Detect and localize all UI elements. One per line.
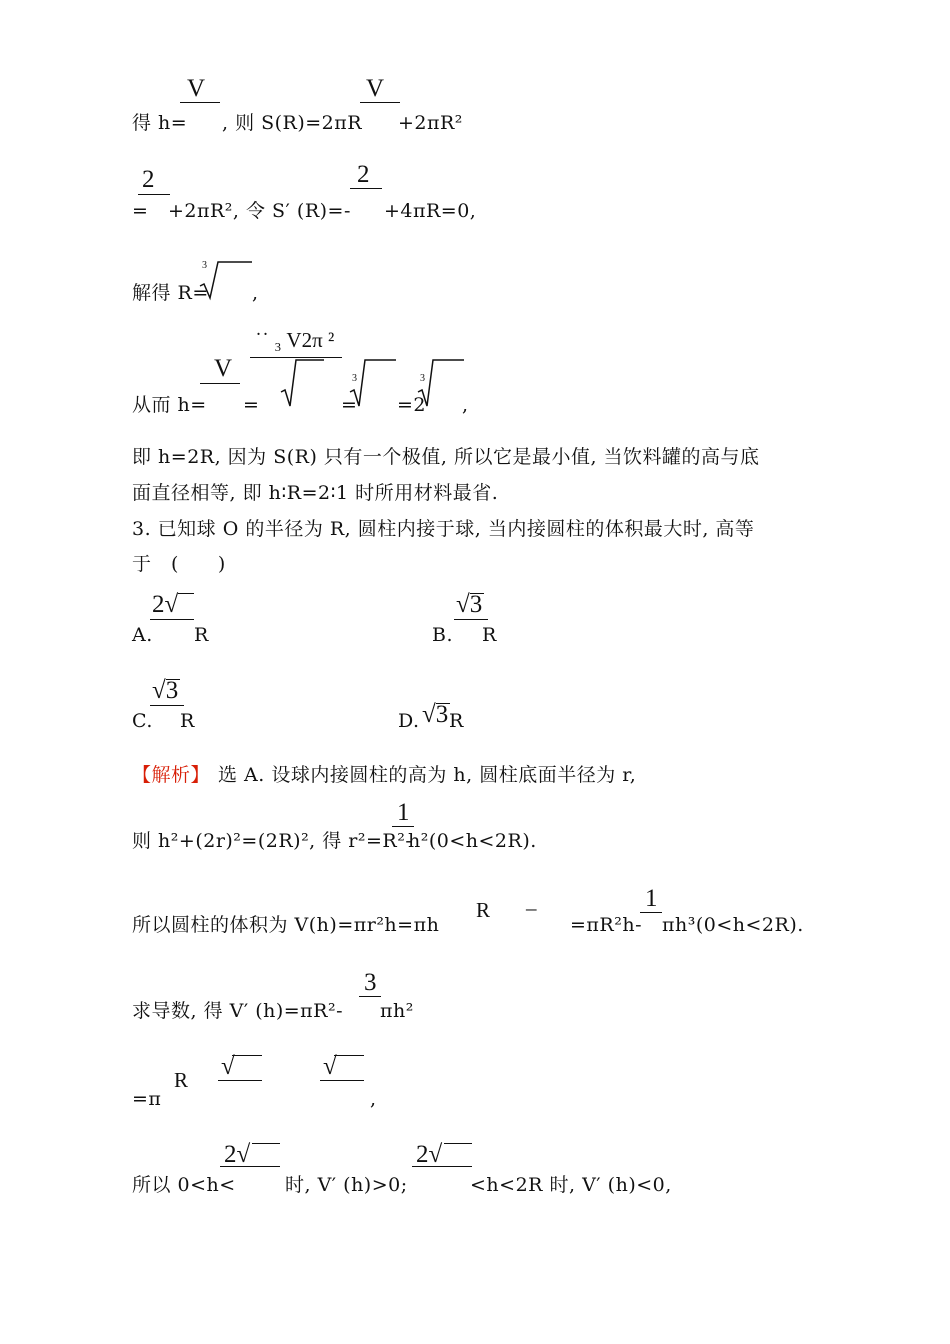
option-a-frac-bar [150,619,194,620]
option-b-radical-bar [470,593,484,594]
analysis-line-3-b: =πR²h- [570,914,642,936]
line-3-text-b: , [252,282,259,304]
analysis-line-2-b: h²(0<h<2R). [408,830,537,852]
line-4-text-c: = [341,394,358,416]
line-3-text: 解得 R= [132,282,209,304]
frac-bar-11 [320,1080,364,1081]
analysis-line-3: 所以圆柱的体积为 V(h)=πr²h=πh [132,914,440,936]
frac-bar-12 [220,1166,280,1167]
analysis-line-2: 则 h²+(2r)²=(2R)², 得 r²=R²- [132,830,413,852]
factor-R: R [174,1068,189,1092]
option-d-label[interactable]: D. [398,710,420,732]
line-1-text: 得 h= [132,112,188,134]
analysis-line-5-b: , [370,1088,377,1110]
analysis-line-4: 求导数, 得 V′ (h)=πR²- [132,1000,344,1022]
line-4-text: 从而 h= [132,394,207,416]
option-c-label[interactable]: C. [132,710,153,732]
broken-numerator: ˙˙ ₃ V2π ² [255,328,335,352]
root-index-3: 3 [420,373,425,384]
line-4-text-e: , [462,394,469,416]
option-a-numerator: 2√ [152,591,179,618]
frac-V-num-1: V [187,75,206,102]
frac-bar-7 [392,826,414,827]
line-2-text: = [132,200,149,222]
option-a-label[interactable]: A. [132,624,153,646]
line-1-text-c: +2πR² [398,112,463,134]
analysis-line-6: 所以 0<h< [132,1174,236,1196]
option-d-value: √3 [422,701,449,728]
sqrt-bar-2 [232,1055,262,1056]
analysis-line-4-b: πh² [380,1000,414,1022]
frac-1-num-1: 1 [397,799,410,826]
sqrt-sign-2: √ [221,1053,235,1080]
bracket-minus: – [526,896,537,920]
line-5-text: 即 h=2R, 因为 S(R) 只有一个极值, 所以它是最小值, 当饮料罐的高与底 [132,446,760,468]
analysis-line-3-c: πh³(0<h<2R). [662,914,804,936]
frac-bar-3 [138,194,170,195]
line-4-text-d: =2 [397,394,427,416]
frac-2sqrt-num-1: 2√ [224,1141,251,1168]
line-2-text-c: +4πR=0, [384,200,477,222]
line-1-text-b: , 则 S(R)=2πR [222,112,363,134]
sqrt-bar-5 [444,1143,472,1144]
analysis-line-1: 选 A. 设球内接圆柱的高为 h, 圆柱底面半径为 r, [218,764,637,786]
option-d-radical-bar [436,703,450,704]
option-b-denominator: R [482,624,497,646]
frac-bar-10 [218,1080,262,1081]
option-c-frac-bar [150,705,184,706]
frac-bar-4 [350,188,382,189]
analysis-line-6-b: 时, V′ (h)>0; [285,1174,408,1196]
analysis-line-5: =π [132,1088,162,1110]
frac-bar-1 [180,102,220,103]
option-b-label[interactable]: B. [432,624,454,646]
sqrt-sign-1 [280,358,326,408]
frac-bar-2 [360,102,400,103]
option-c-radical-bar [166,679,180,680]
line-4-text-b: = [243,394,260,416]
frac-2-num-2: 2 [357,161,370,188]
bracket-R: R [476,898,491,922]
option-d-suffix: R [449,710,464,732]
frac-2-num-1: 2 [142,166,155,193]
frac-1-num-2: 1 [645,885,658,912]
option-c-denominator: R [180,710,195,732]
option-a-denominator: R [194,624,209,646]
line-6-text: 面直径相等, 即 h∶R=2∶1 时所用材料最省. [132,482,499,504]
root-index-1: 3 [202,260,207,271]
analysis-tag: 【解析】 [132,764,211,786]
line-2-text-b: +2πR², 令 S′ (R)=- [168,200,351,222]
frac-bar-6 [200,383,240,384]
frac-V-num-3: V [214,355,233,382]
frac-bar-8 [640,912,662,913]
question-3-line-2: 于 ( ) [132,553,226,575]
frac-V-num-2: V [366,75,385,102]
frac-bar-13 [412,1166,472,1167]
frac-bar-9 [359,996,381,997]
option-a-radical-bar [178,593,194,594]
sqrt-bar-4 [252,1143,280,1144]
sqrt-sign-3: √ [323,1053,337,1080]
option-b-frac-bar [454,619,488,620]
root-index-2: 3 [352,373,357,384]
option-c-numerator: √3 [152,677,179,704]
frac-2sqrt-num-2: 2√ [416,1141,443,1168]
frac-3-num: 3 [364,969,377,996]
question-3-line-1: 3. 已知球 O 的半径为 R, 圆柱内接于球, 当内接圆柱的体积最大时, 高等 [132,518,755,540]
analysis-line-6-c: <h<2R 时, V′ (h)<0, [470,1174,672,1196]
option-b-numerator: √3 [456,591,483,618]
sqrt-bar-3 [334,1055,364,1056]
